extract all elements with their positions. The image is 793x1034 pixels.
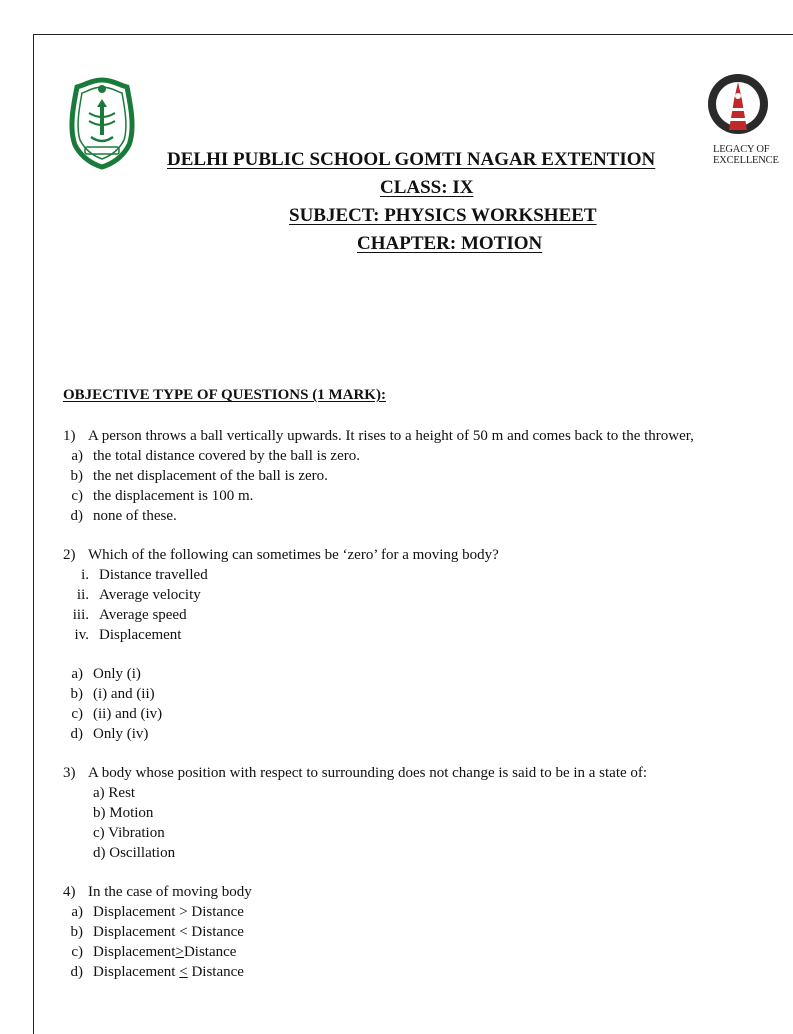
question-2 — [63, 545, 499, 565]
statement-i: i. Distance travelled — [81, 567, 208, 583]
logo-tagline: LEGACY OF EXCELLENCE — [713, 144, 779, 166]
option-2a: a) Only (i) — [71, 666, 141, 682]
option-4c: c) Displacement>Distance — [71, 944, 237, 960]
question-number: 1) — [63, 428, 76, 444]
option-2c: c) (ii) and (iv) — [71, 706, 163, 722]
group-logo — [707, 70, 777, 176]
option-4b: b) Displacement < Distance — [70, 924, 244, 940]
option-2d: d) Only (iv) — [70, 726, 149, 742]
option-2b: b) (i) and (ii) — [70, 686, 155, 702]
question-number: 3) — [63, 765, 76, 781]
option-3b: b) Motion — [93, 805, 154, 821]
statement-iii: iii. Average speed — [72, 607, 187, 623]
option-3d: d) Oscillation — [93, 845, 176, 861]
question-number: 4) — [63, 884, 76, 900]
statement-iv: iv. Displacement — [74, 627, 182, 643]
option-1d: d) none of these. — [70, 508, 177, 524]
option-1a: a) the total distance covered by the ball is zero. — [71, 448, 360, 464]
option-4a: a) Displacement > Distance — [71, 904, 244, 920]
chapter-line: CHAPTER: MOTION — [357, 233, 543, 254]
option-1c: c) the displacement is 100 m. — [71, 488, 254, 504]
option-3c: c) Vibration — [93, 825, 165, 841]
question-text: In the case of moving body — [88, 884, 252, 900]
class-line: CLASS: IX — [380, 177, 474, 198]
question-text: A person throws a ball vertically upwards. It rises to a height of 50 m and comes back to the thrower, — [88, 428, 694, 444]
subject-line: SUBJECT: PHYSICS WORKSHEET — [289, 205, 597, 226]
question-4 — [63, 882, 252, 902]
statement-ii: ii. Average velocity — [76, 587, 201, 603]
section-title: OBJECTIVE TYPE OF QUESTIONS (1 MARK): — [63, 387, 386, 403]
question-number: 2) — [63, 547, 76, 563]
school-name: DELHI PUBLIC SCHOOL GOMTI NAGAR EXTENTION — [167, 149, 656, 170]
option-1b: b) the net displacement of the ball is zero. — [70, 468, 328, 484]
option-3a: a) Rest — [93, 785, 136, 801]
school-crest-logo — [67, 77, 137, 169]
question-3 — [63, 763, 647, 783]
gear-icon — [707, 70, 769, 142]
question-1 — [63, 426, 694, 446]
option-4d: d) Displacement < Distance — [70, 964, 244, 980]
question-text: Which of the following can sometimes be ‘zero’ for a moving body? — [88, 547, 499, 563]
question-text: A body whose position with respect to surrounding does not change is said to be in a state of: — [88, 765, 648, 781]
